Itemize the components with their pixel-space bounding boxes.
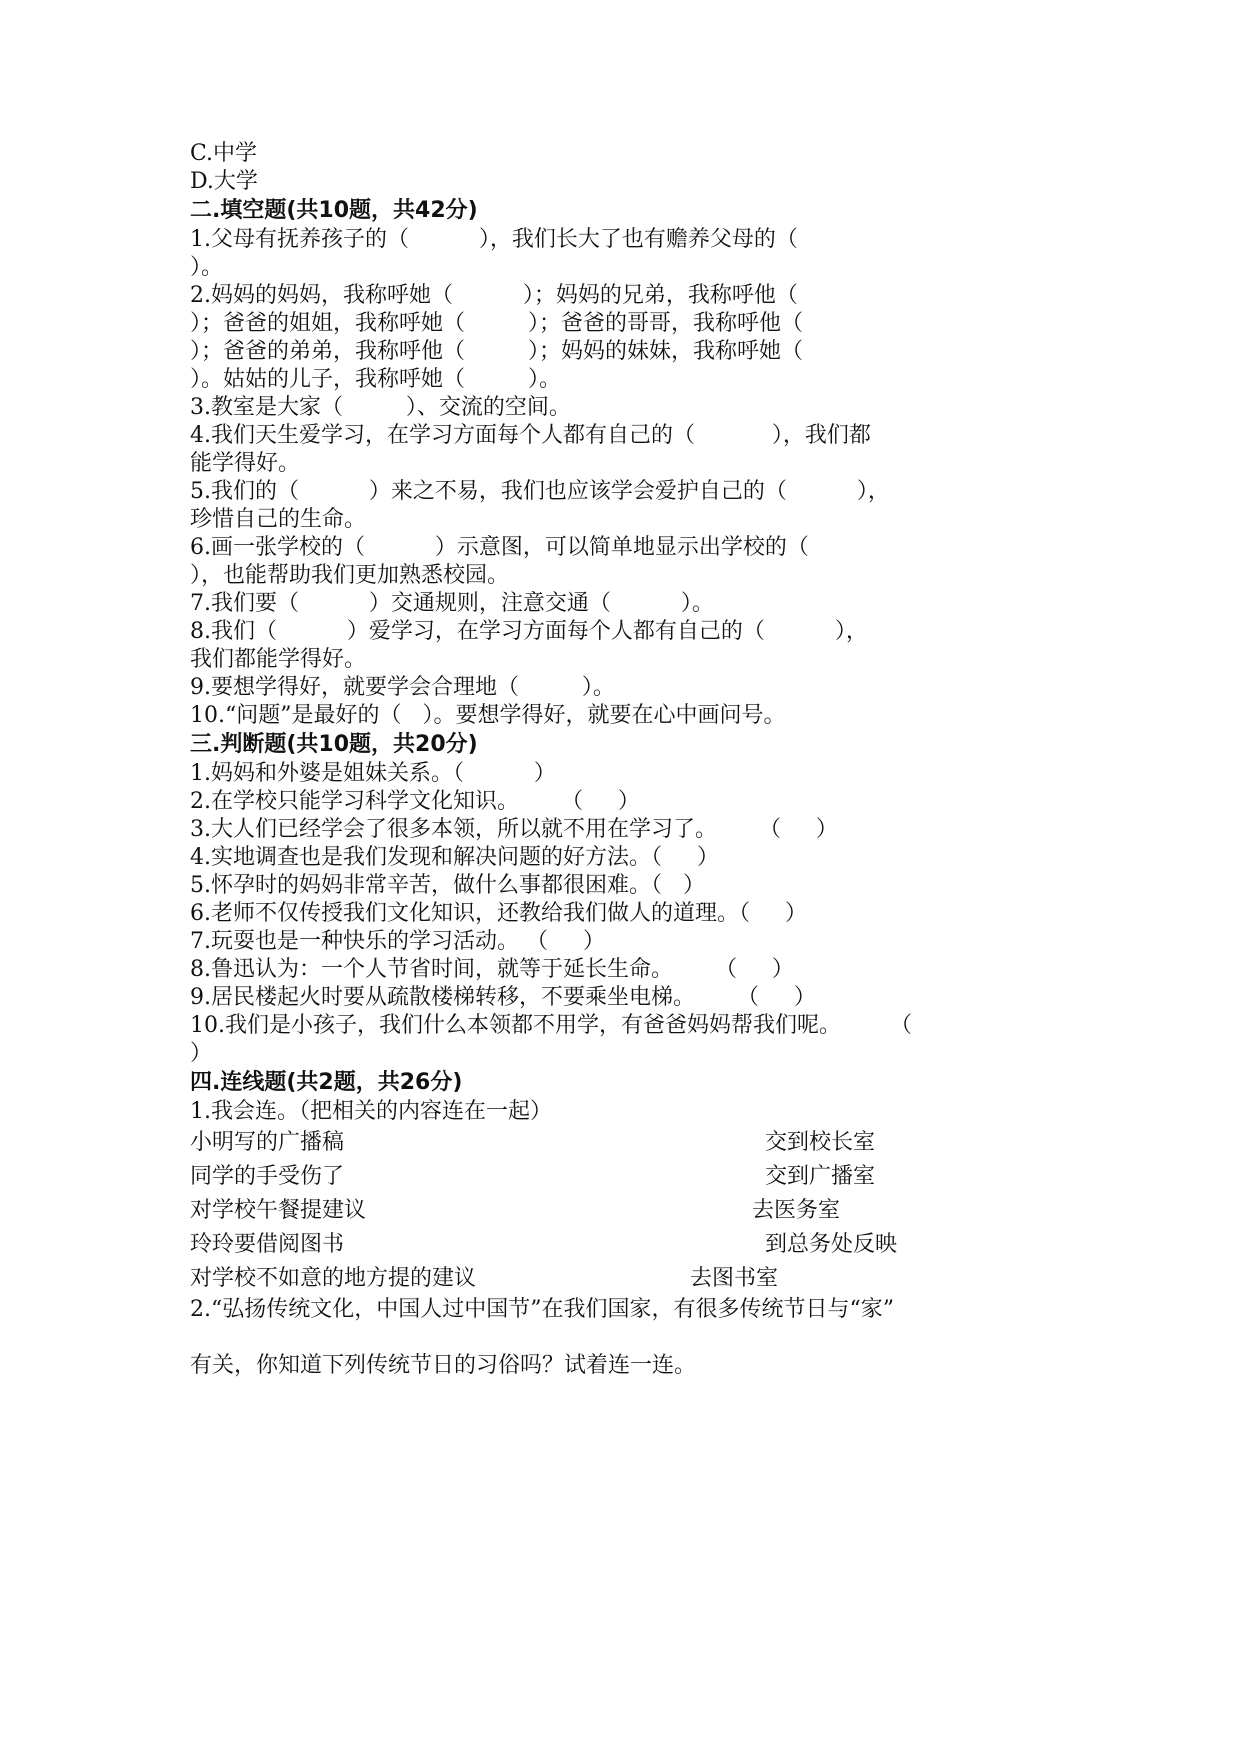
true-false-line: 1.妈妈和外婆是姐妹关系。（ ）	[190, 761, 556, 786]
true-false-line: 10.我们是小孩子，我们什么本领都不用学，有爸爸妈妈帮我们呢。 （	[190, 1013, 912, 1038]
match-right-item: 交到校长室	[765, 1130, 876, 1155]
match-left-item: 对学校不如意的地方提的建议	[190, 1266, 477, 1291]
section-heading-true-false: 三.判断题(共10题，共20分)	[190, 732, 478, 757]
match-row	[190, 1194, 1070, 1228]
matching-question-2-continued: 有关，你知道下列传统节日的习俗吗？试着连一连。	[190, 1353, 697, 1378]
fill-blank-line: ）。	[190, 255, 224, 280]
fill-blank-line: 6.画一张学校的（ ）示意图，可以简单地显示出学校的（	[190, 535, 809, 560]
fill-blank-line: ）。姑姑的儿子，我称呼她（ ）。	[190, 367, 561, 392]
true-false-line: 7.玩耍也是一种快乐的学习活动。 （ ）	[190, 929, 605, 954]
fill-blank-line: 8.我们（ ）爱学习，在学习方面每个人都有自己的（ ），	[190, 619, 868, 644]
match-left-item: 同学的手受伤了	[190, 1164, 345, 1189]
match-left-item: 小明写的广播稿	[190, 1130, 345, 1155]
match-right-item: 去图书室	[690, 1266, 779, 1291]
fill-blank-line: 4.我们天生爱学习，在学习方面每个人都有自己的（ ），我们都	[190, 423, 871, 448]
section-heading-matching: 四.连线题(共2题，共26分)	[190, 1070, 463, 1095]
true-false-line: 2.在学校只能学习科学文化知识。 （ ）	[190, 789, 640, 814]
fill-blank-line: 7.我们要（ ）交通规则，注意交通（ ）。	[190, 591, 714, 616]
fill-blank-line: 5.我们的（ ）来之不易，我们也应该学会爱护自己的（ ），	[190, 479, 890, 504]
matching-pairs	[190, 1126, 1070, 1296]
match-right-item: 交到广播室	[765, 1164, 876, 1189]
worksheet-page	[190, 140, 1070, 1380]
true-false-line: 8.鲁迅认为：一个人节省时间，就等于延长生命。 （ ）	[190, 957, 794, 982]
fill-blank-line: ）；爸爸的姐姐，我称呼她（ ）；爸爸的哥哥，我称呼他（	[190, 311, 803, 336]
fill-blank-questions	[190, 226, 1070, 730]
fill-blank-line: ）；爸爸的弟弟，我称呼他（ ）；妈妈的妹妹，我称呼她（	[190, 339, 803, 364]
fill-blank-line: 3.教室是大家（ ）、交流的空间。	[190, 395, 571, 420]
blank-spacer	[190, 1324, 1070, 1352]
match-right-item: 去医务室	[752, 1198, 841, 1223]
true-false-questions	[190, 760, 1070, 1068]
fill-blank-line: 9.要想学得好，就要学会合理地（ ）。	[190, 675, 615, 700]
match-row	[190, 1228, 1070, 1262]
option-d: D.大学	[190, 169, 258, 194]
fill-blank-line: 1.父母有抚养孩子的（ ），我们长大了也有赡养父母的（	[190, 227, 798, 252]
fill-blank-line: 能学得好。	[190, 451, 301, 476]
option-c: C.中学	[190, 141, 258, 166]
fill-blank-line: ），也能帮助我们更加熟悉校园。	[190, 563, 510, 588]
match-left-item: 玲玲要借阅图书	[190, 1232, 345, 1257]
match-row	[190, 1160, 1070, 1194]
fill-blank-line: 10.“问题”是最好的（ ）。要想学得好，就要在心中画问号。	[190, 703, 786, 728]
match-right-item: 到总务处反映	[765, 1232, 898, 1257]
matching-question-1: 1.我会连。（把相关的内容连在一起）	[190, 1099, 552, 1124]
match-left-item: 对学校午餐提建议	[190, 1198, 367, 1223]
fill-blank-line: 我们都能学得好。	[190, 647, 367, 672]
fill-blank-line: 2.妈妈的妈妈，我称呼她（ ）；妈妈的兄弟，我称呼他（	[190, 283, 798, 308]
true-false-line: 5.怀孕时的妈妈非常辛苦，做什么事都很困难。（ ）	[190, 873, 705, 898]
section-heading-fill-blank: 二.填空题(共10题，共42分)	[190, 198, 478, 223]
match-row	[190, 1126, 1070, 1160]
true-false-line: ）	[190, 1041, 213, 1066]
fill-blank-line: 珍惜自己的生命。	[190, 507, 367, 532]
matching-question-2: 2.“弘扬传统文化，中国人过中国节”在我们国家，有很多传统节日与“家”	[190, 1297, 894, 1322]
true-false-line: 9.居民楼起火时要从疏散楼梯转移，不要乘坐电梯。 （ ）	[190, 985, 816, 1010]
match-row	[190, 1262, 1070, 1296]
true-false-line: 4.实地调查也是我们发现和解决问题的好方法。（ ）	[190, 845, 719, 870]
true-false-line: 6.老师不仅传授我们文化知识，还教给我们做人的道理。（ ）	[190, 901, 807, 926]
true-false-line: 3.大人们已经学会了很多本领，所以就不用在学习了。 （ ）	[190, 817, 838, 842]
